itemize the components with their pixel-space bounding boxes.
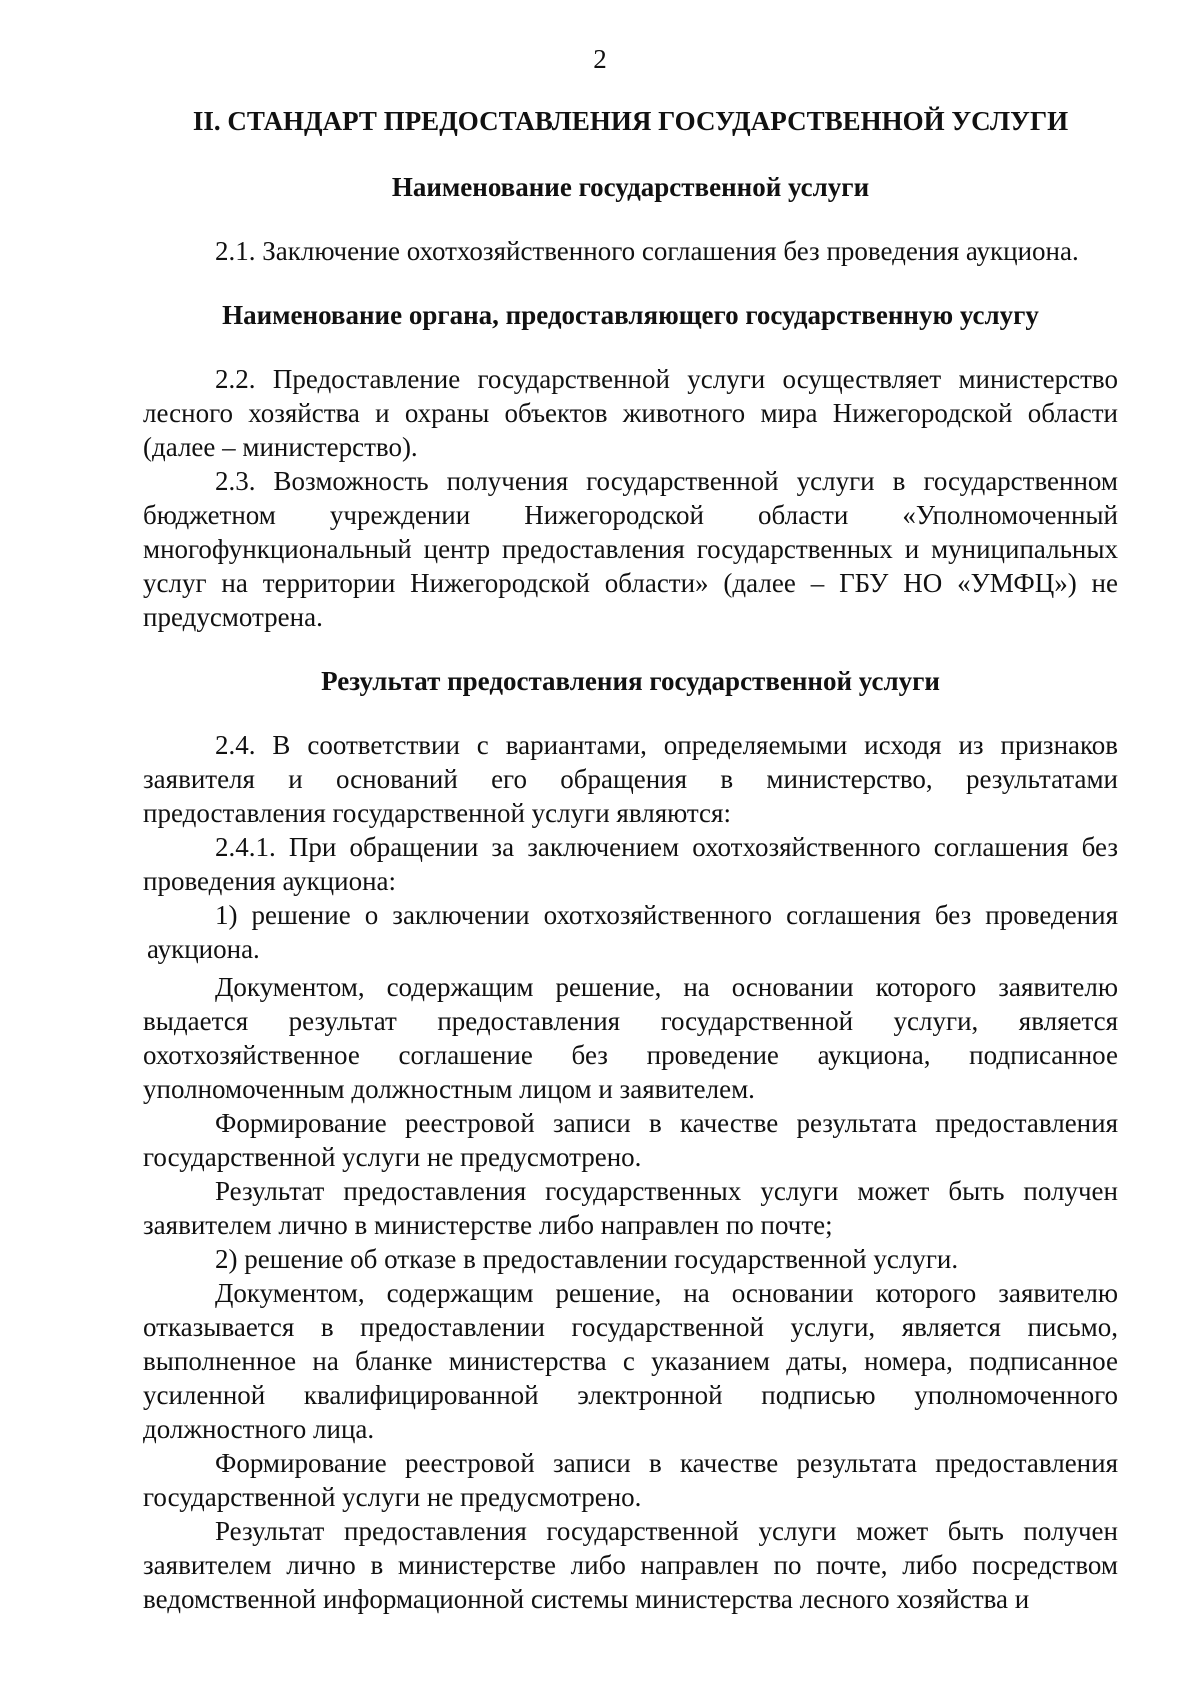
paragraph-receipt-method-1: Результат предоставления государственных услуги может быть получен заявителем лично в министерстве либо направлен по почте;	[143, 1176, 1118, 1240]
section-title: II. СТАНДАРТ ПРЕДОСТАВЛЕНИЯ ГОСУДАРСТВЕННОЙ УСЛУГИ	[192, 106, 1069, 136]
paragraph-2-4-1: 2.4.1. При обращении за заключением охотхозяйственного соглашения без проведения аукциона:	[143, 832, 1118, 896]
paragraph-result-document: Документом, содержащим решение, на основании которого заявителю выдается результат предоставления государственной услуги, является охотхозяйственное соглашение без проведение аукциона, подписанное уполномоченным должностным лицом и заявителем.	[143, 972, 1118, 1104]
subsection-heading-result: Результат предоставления государственной услуги	[321, 666, 940, 696]
list-item-2: 2) решение об отказе в предоставлении государственной услуги.	[215, 1244, 959, 1274]
subsection-heading-authority: Наименование органа, предоставляющего государственную услугу	[222, 300, 1039, 330]
paragraph-refusal-document: Документом, содержащим решение, на основании которого заявителю отказывается в предоставлении государственной услуги, является письмо, выполненное на бланке министерства с указанием даты, номера, подписанное усиленной квалифицированной электронной подписью уполномоченного должностного лица.	[143, 1278, 1118, 1444]
subsection-heading-service-name: Наименование государственной услуги	[391, 172, 870, 202]
paragraph-receipt-method-2: Результат предоставления государственной услуги может быть получен заявителем лично в министерстве либо направлен по почте, либо посредством ведомственной информационной системы министерства лесного хозяйства и	[143, 1516, 1118, 1614]
paragraph-registry-record-1: Формирование реестровой записи в качестве результата предоставления государственной услуги не предусмотрено.	[143, 1108, 1118, 1172]
paragraph-registry-record-2: Формирование реестровой записи в качестве результата предоставления государственной услуги не предусмотрено.	[143, 1448, 1118, 1512]
document-body	[143, 104, 1118, 1616]
paragraph-2-4: 2.4. В соответствии с вариантами, определяемыми исходя из признаков заявителя и оснований его обращения в министерство, результатами предоставления государственной услуги являются:	[143, 730, 1118, 828]
list-item-1: 1) решение о заключении охотхозяйственного соглашения без проведения аукциона.	[147, 900, 1118, 964]
paragraph-2-2: 2.2. Предоставление государственной услуги осуществляет министерство лесного хозяйства и охраны объектов животного мира Нижегородской области (далее – министерство).	[143, 364, 1118, 462]
paragraph-2-3: 2.3. Возможность получения государственной услуги в государственном бюджетном учреждении Нижегородской области «Уполномоченный многофункциональный центр предоставления государственных и муниципальных услуг на территории Нижегородской области» (далее – ГБУ НО «УМФЦ») не предусмотрена.	[143, 466, 1118, 632]
paragraph-2-1: 2.1. Заключение охотхозяйственного соглашения без проведения аукциона.	[215, 236, 1079, 266]
page-number: 2	[593, 44, 607, 74]
